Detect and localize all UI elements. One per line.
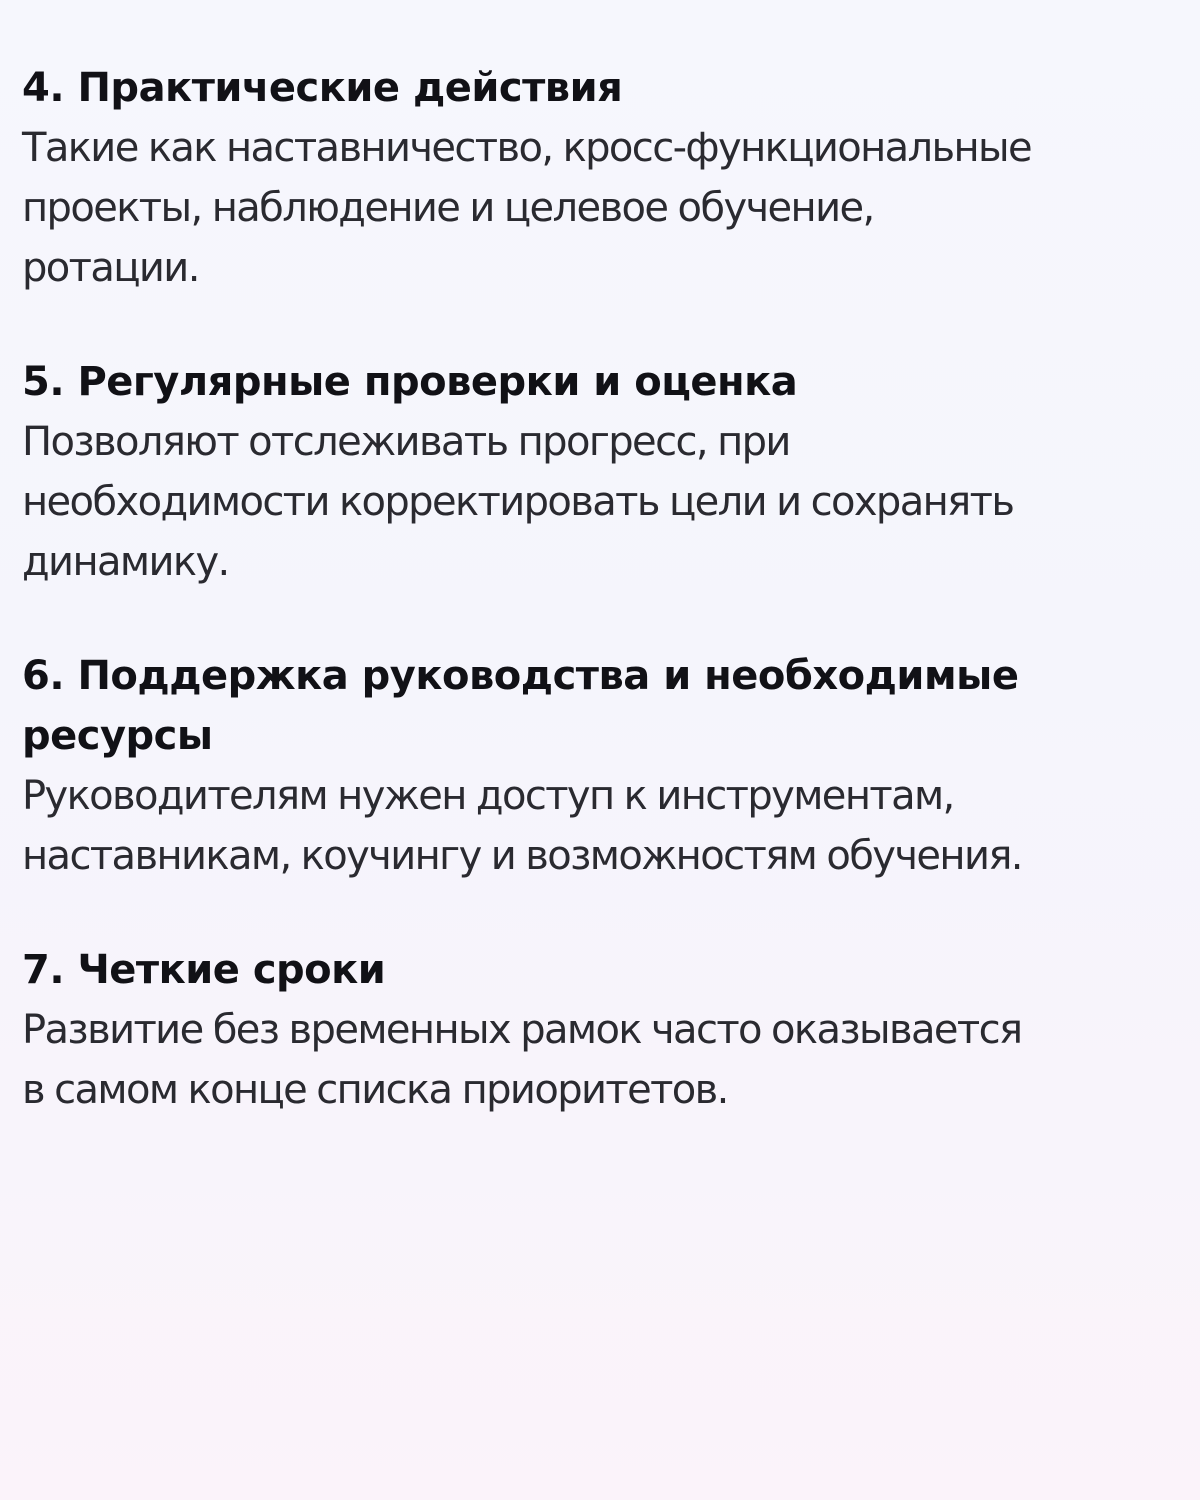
section-clear-deadlines xyxy=(22,940,1182,1120)
section-heading: 6. Поддержка руководства и необходимые ресурсы xyxy=(22,653,1019,759)
section-body: Такие как наставничество, кросс-функциональные проекты, наблюдение и целевое обучение, ротации. xyxy=(22,125,1032,291)
section-body: Руководителям нужен доступ к инструментам, наставникам, коучингу и возможностям обучения. xyxy=(22,773,1022,879)
content-list xyxy=(22,58,1182,1174)
section-heading: 5. Регулярные проверки и оценка xyxy=(22,359,798,405)
section-heading: 4. Практические действия xyxy=(22,65,623,111)
section-body: Развитие без временных рамок часто оказывается в самом конце списка приоритетов. xyxy=(22,1007,1022,1113)
section-heading: 7. Четкие сроки xyxy=(22,947,386,993)
section-body: Позволяют отслеживать прогресс, при необходимости корректировать цели и сохранять динамику. xyxy=(22,419,1014,585)
section-practical-actions xyxy=(22,58,1182,298)
section-regular-checks xyxy=(22,352,1182,592)
section-management-support xyxy=(22,646,1182,886)
